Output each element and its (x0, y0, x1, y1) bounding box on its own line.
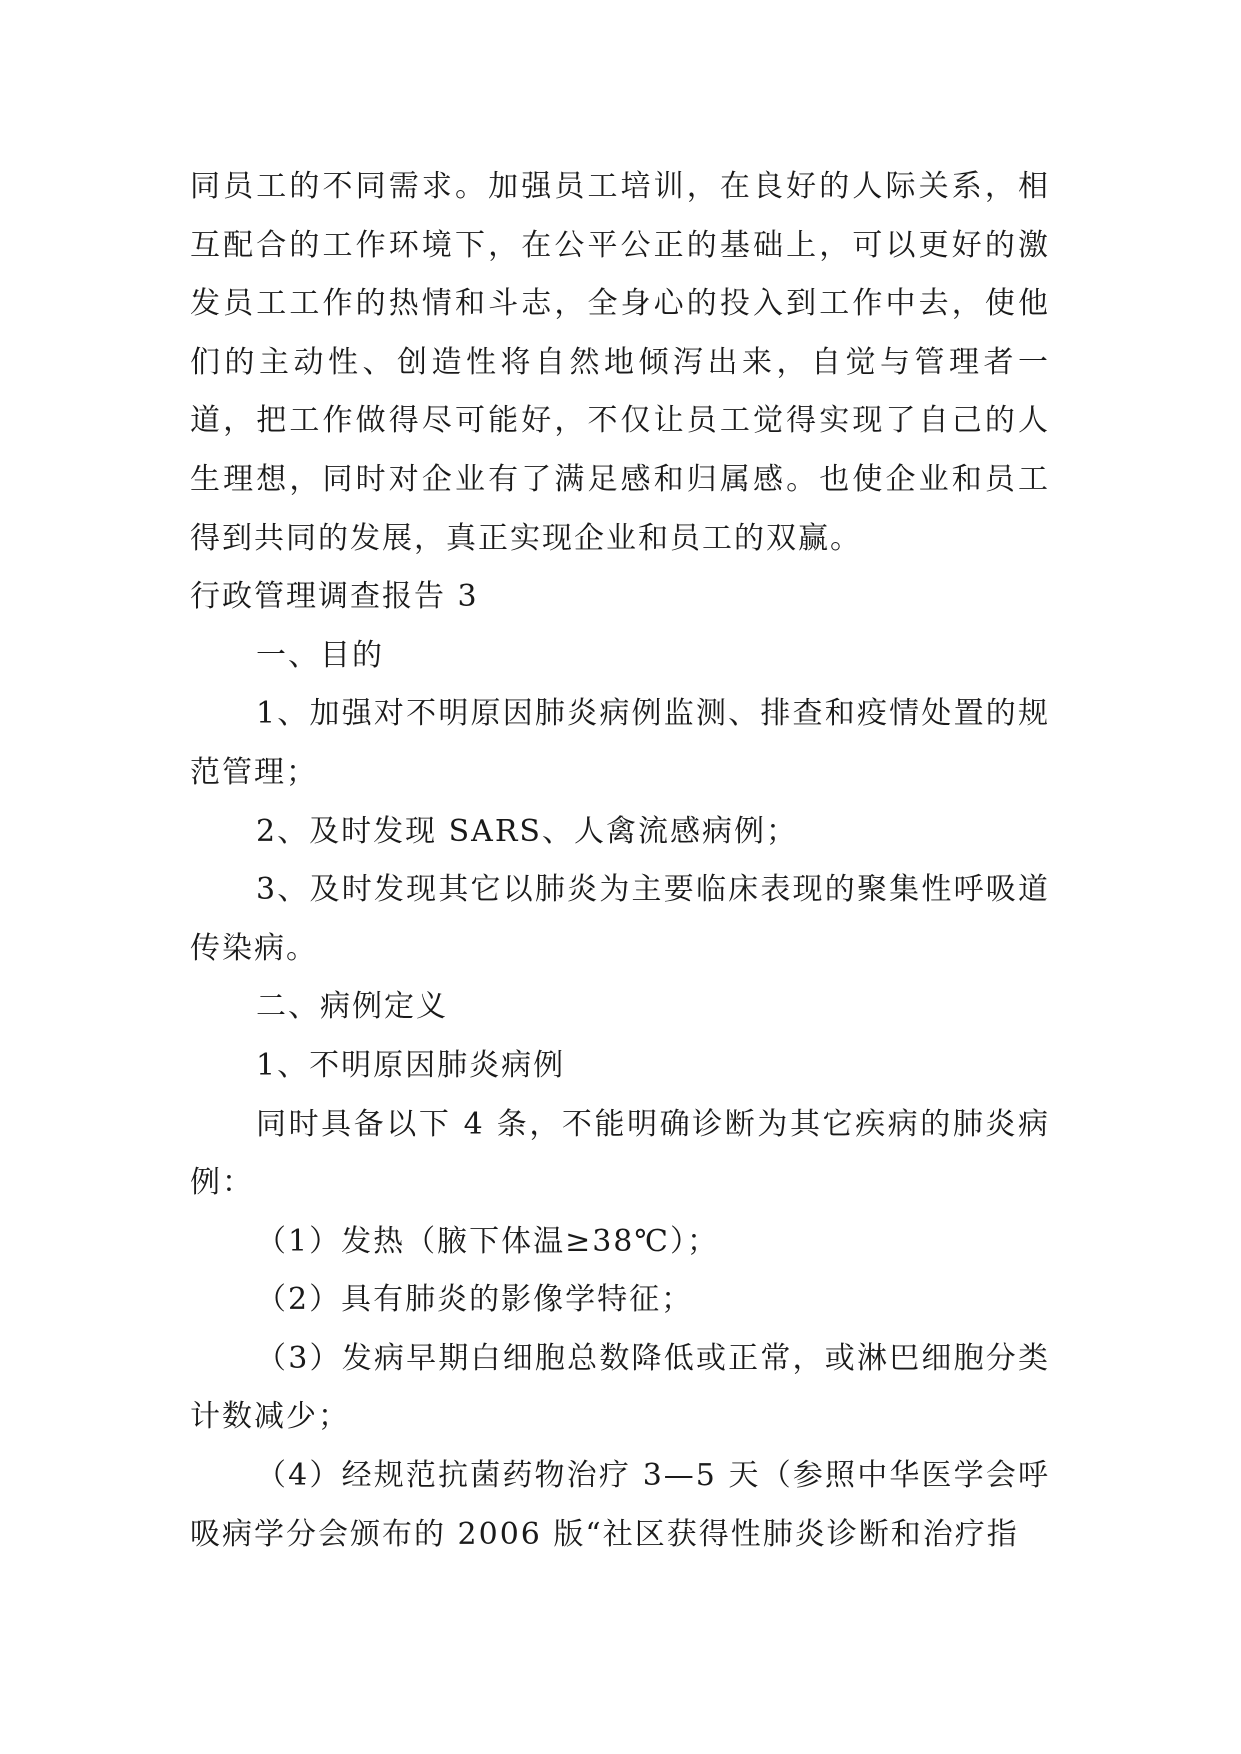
section-title: 行政管理调查报告 3 (190, 579, 479, 615)
document-body (190, 158, 1050, 1564)
heading-case-definition: 二、病例定义 (256, 989, 448, 1025)
criteria-item-1: （1）发热（腋下体温≥38℃）； (256, 1223, 719, 1259)
paragraph-continuation: 同员工的不同需求。加强员工培训，在良好的人际关系，相互配合的工作环境下，在公平公正的基础上，可以更好的激发员工工作的热情和斗志，全身心的投入到工作中去，使他们的主动性、创造性将自然地倾泻出来，自觉与管理者一道，把工作做得尽可能好，不仅让员工觉得实现了自己的人生理想，同时对企业有了满足感和归属感。也使企业和员工得到共同的发展，真正实现企业和员工的双赢。 (190, 169, 1050, 556)
criteria-intro: 同时具备以下 4 条，不能明确诊断为其它疾病的肺炎病例： (190, 1106, 1050, 1201)
criteria-item-2: （2）具有肺炎的影像学特征； (256, 1282, 694, 1318)
heading-purpose: 一、目的 (256, 637, 384, 673)
criteria-item-3: （3）发病早期白细胞总数降低或正常，或淋巴细胞分类计数减少； (190, 1340, 1050, 1435)
purpose-item-3: 3、及时发现其它以肺炎为主要临床表现的聚集性呼吸道传染病。 (190, 872, 1050, 966)
subheading-unknown-pneumonia: 1、不明原因肺炎病例 (256, 1047, 566, 1083)
purpose-item-1: 1、加强对不明原因肺炎病例监测、排查和疫情处置的规范管理； (190, 696, 1050, 790)
criteria-item-4: （4）经规范抗菌药物治疗 3—5 天（参照中华医学会呼吸病学分会颁布的 2006 版“社区获得性肺炎诊断和治疗指 (190, 1458, 1050, 1552)
purpose-item-2: 2、及时发现 SARS、人禽流感病例； (256, 813, 798, 849)
